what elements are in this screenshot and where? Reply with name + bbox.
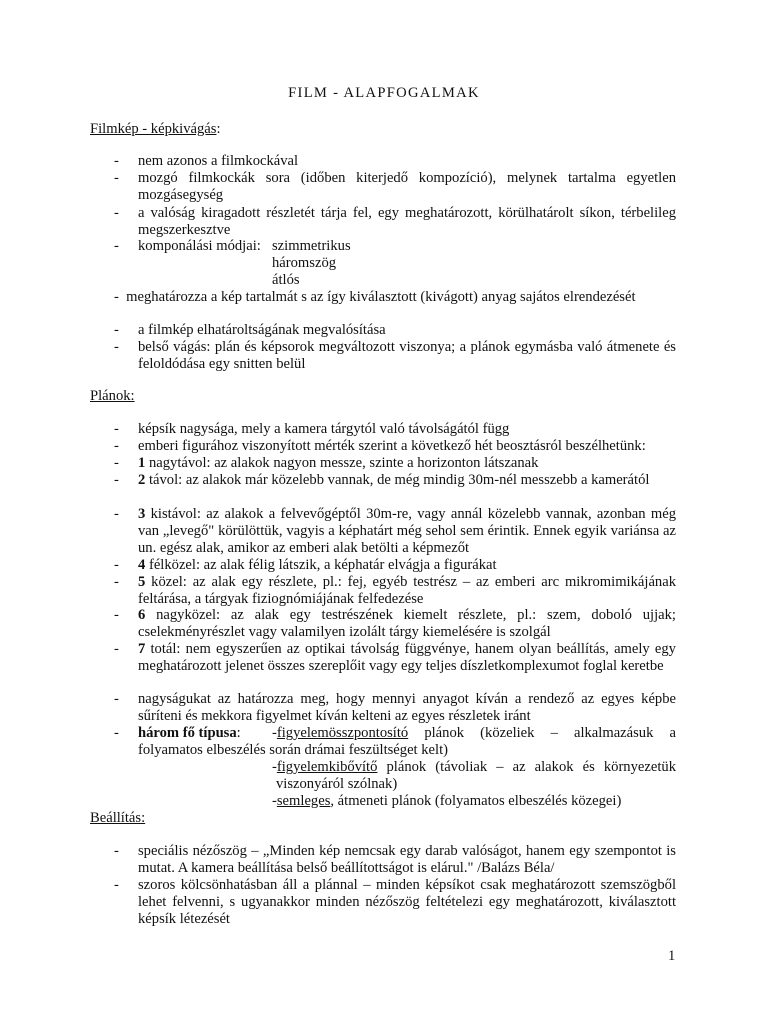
list-item: [114, 691, 676, 725]
bullet-dash: -: [114, 506, 119, 522]
bullet-dash: -: [114, 877, 119, 893]
type-name-expand: figyelemkibővítő: [276, 759, 378, 775]
list-item-text: képsík nagysága, mely a kamera tárgytól való távolságától függ: [138, 421, 510, 437]
plan-number: 7: [138, 641, 146, 657]
section-heading-filmkep-text: Filmkép - képkivágás: [90, 121, 217, 137]
bullet-dash: -: [114, 438, 119, 454]
type-dash: -: [272, 759, 277, 775]
list-item-text: a valóság kiragadott részletét tárja fel, egy meghatározott, körülhatárolt síkon, térbelileg megszerkesztve: [138, 205, 676, 238]
plan-text: nagytávol: az alakok nagyon messze, szinte a horizonton látszanak: [148, 455, 539, 471]
type-line-1: [272, 725, 676, 742]
composition-option: szimmetrikus: [272, 238, 351, 254]
plan-text: kistávol: az alakok a felvevőgéptől 30m-re, vagy annál közelebb vannak, azonban még van „levegő" körülöttük, vagyis a képhatárt még sehol sem érintik. Ennek egyik variánsa az un. egész alak, amikor az emberi alak betölti a képmezőt: [138, 506, 676, 556]
plan-text: félközel: az alak félig látszik, a képhatár elvágja a figurákat: [148, 557, 497, 573]
section-heading-planok: Plánok:: [90, 388, 135, 404]
bullet-dash: -: [114, 205, 119, 221]
plan-number: 1: [138, 455, 146, 471]
list-item-text: mozgó filmkockák sora (időben kiterjedő kompozíció), melynek tartalma egyetlen mozgásegység: [138, 170, 676, 203]
list-item-text: a filmkép elhatároltságának megvalósítása: [138, 322, 386, 338]
types-label: három fő típusa: [138, 725, 237, 741]
bullet-dash: -: [114, 472, 119, 488]
plan-number: 5: [138, 574, 146, 590]
plan-text: távol: az alakok már közelebb vannak, de még mindig 30m-nél messzebb a kamerától: [148, 472, 650, 488]
bullet-dash: -: [114, 574, 119, 590]
type-desc: plánok (közeliek – alkalmazásuk a: [408, 725, 676, 741]
list-item-text: nagyságukat az határozza meg, hogy mennyi anyagot kíván a rendező az egyes képbe sűríteni és mekkora figyelmet kíván kelteni az egyes részletek iránt: [138, 691, 676, 724]
type-desc: plánok (távoliak – az alakok és környezetük: [377, 759, 676, 775]
bullet-dash: -: [114, 843, 119, 859]
plan-text: nagyközel: az alak egy testrészének kiemelt részlete, pl.: szem, doboló ujjak; cselekményrészlet vagy valamilyen izolált tárgy kiemelésére is szolgál: [138, 607, 676, 640]
list-item: [114, 170, 676, 204]
type-line-3: [272, 793, 621, 810]
composition-option: háromszög: [272, 255, 337, 271]
list-item-text: meghatározza a kép tartalmát s az így kiválasztott (kivágott) anyag sajátos elrendezését: [126, 289, 636, 305]
bullet-dash: -: [114, 641, 119, 657]
bullet-dash: -: [114, 725, 119, 741]
plan-item-5: [114, 574, 676, 608]
type-line-2: [272, 759, 676, 776]
list-item-text: nem azonos a filmkockával: [138, 153, 299, 169]
list-item-text: emberi figurához viszonyított mérték szerint a következő hét beosztásról beszélhetünk:: [138, 438, 646, 454]
list-item: [114, 339, 676, 373]
bullet-dash: -: [114, 322, 119, 338]
plan-number: 2: [138, 472, 146, 488]
plan-item-7: [114, 641, 676, 675]
list-item-text: szoros kölcsönhatásban áll a plánnal – minden képsíkot csak meghatározott szemszögből lehet felvenni, s ugyanakkor minden nézőszög feltételezi egy meghatározott, kiválasztott képsík létezését: [138, 877, 676, 927]
plan-item-1: [114, 455, 676, 472]
plan-text: közel: az alak egy részlete, pl.: fej, egyéb testrész – az emberi arc mikromimikájának feltárása, a tárgyak fiziognómiájának felfedezése: [138, 574, 676, 607]
plan-number: 4: [138, 557, 146, 573]
section-heading-beallitas: Beállítás:: [90, 810, 146, 826]
plan-text: totál: nem egyszerűen az optikai távolság függvénye, hanem olyan beállítás, amely egy meghatározott jelenet összes szereplőit vagy egy teljes díszletkomplexumot foglal keretbe: [138, 641, 676, 674]
types-label-wrap: [138, 725, 241, 742]
type-dash: -: [272, 725, 277, 741]
bullet-dash: -: [114, 153, 119, 169]
bullet-dash: -: [114, 238, 119, 254]
heading-colon: :: [216, 121, 221, 137]
type-desc-cont: folyamatos elbeszélés során drámai feszültséget kelt): [138, 742, 448, 758]
list-item: [114, 205, 676, 239]
bullet-dash: -: [114, 339, 119, 355]
types-colon: :: [236, 725, 241, 741]
type-name-neutral: semleges: [276, 793, 331, 809]
document-title: FILM - ALAPFOGALMAK: [288, 85, 480, 101]
list-item-text: belső vágás: plán és képsorok megváltozott viszonya; a plánok egymásba való átmenete és feloldódása egy snitten belül: [138, 339, 676, 372]
plan-item-3: [114, 506, 676, 557]
bullet-dash: -: [114, 170, 119, 186]
plan-item-6: [114, 607, 676, 641]
type-name-focus: figyelemösszpontosító: [276, 725, 409, 741]
bullet-dash: -: [114, 455, 119, 471]
list-item: [114, 421, 676, 438]
plan-number: 6: [138, 607, 146, 623]
list-item: [114, 322, 676, 339]
bullet-dash: -: [114, 691, 119, 707]
bullet-dash: -: [114, 557, 119, 573]
plan-number: 3: [138, 506, 146, 522]
type-desc-cont: viszonyáról szólnak): [276, 776, 398, 792]
plan-item-4: [114, 557, 676, 574]
bullet-dash: -: [114, 421, 119, 437]
section-heading-filmkep: [90, 121, 221, 138]
plan-item-2: [114, 472, 676, 489]
list-item: [114, 438, 676, 455]
bullet-dash: -: [114, 289, 119, 305]
composition-label: komponálási módjai:: [138, 238, 261, 254]
bullet-dash: -: [114, 607, 119, 623]
list-item: [114, 843, 676, 877]
page-number: 1: [668, 948, 676, 964]
list-item-text: speciális nézőszög – „Minden kép nemcsak egy darab valóságot, hanem egy szempontot is mutat. A kamera beállítása belső beállítottságot is elárul." /Balázs Béla/: [138, 843, 676, 876]
list-item-composition: [114, 238, 676, 255]
list-item: [114, 153, 676, 170]
list-item: [114, 877, 676, 928]
type-dash: -: [272, 793, 277, 809]
list-item-fullwidth: [114, 289, 676, 306]
composition-option: átlós: [272, 272, 300, 288]
type-desc: , átmeneti plánok (folyamatos elbeszélés közegei): [330, 793, 622, 809]
